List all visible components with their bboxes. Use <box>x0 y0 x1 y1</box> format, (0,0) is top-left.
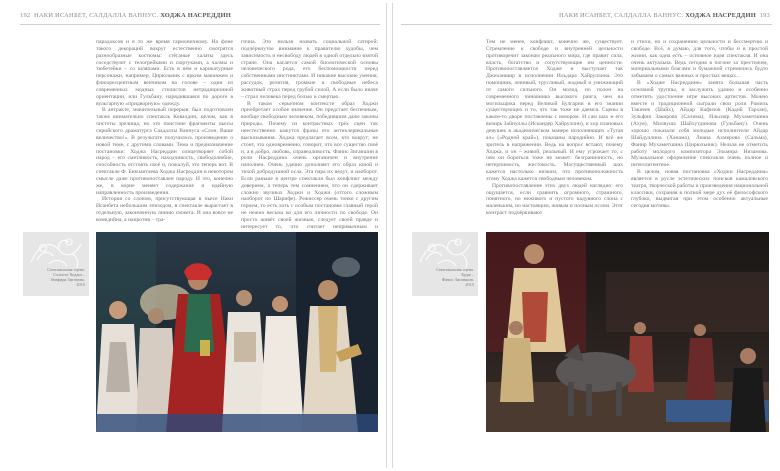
left-stage-photo <box>96 232 378 432</box>
right-photo-caption <box>416 267 474 287</box>
right-page <box>392 3 778 468</box>
right-header-rule <box>401 24 772 25</box>
left-page <box>3 3 387 468</box>
left-col2-text: гична. Это нельзя назвать социальной сатирой: подчёркнутое внимание к правителю худобы, чем зависимость и несвободу людей в одной отдельно взятой стране. Она касается самой биологической основы человеческого рода, его беспомощности перед собственными инстинктами. И никакие высокие умения, рассудок, религия, громкие и свободные небеса животный страх перед грубой силой. А если было иначе – страх человека перед болью и смертью. В таком серьезном контексте образ Ходжи приобретает особое значение. Он предстает беспечным, вообще свободным человеком, победившим даже законы природы. Почему из контрастных трёх сцен так неестественно кажутся фразы его антиклерикальные высказывания. Ходжа предлагает всем, кто вокруг; не стоит, это одновременно, говорит, что все существо своё и, а в добро, любовь, справедливость. Фанис Зиганшин в роли Насреддина очень органичен и внутренне наполнен. Очень удачно дополняет его образ юной и тихой добродушной осла. Эта пара их ведут, и наоборот. Если раньше в центре спектакля был конфликт между доверием, а теперь тем сомнением, что он сдерживает сложно звучных Ходжи и Ходжи (оттого сложным наоборот по Шарифе). Режиссер очень тонко с другим героем, то есть хоть с особым постановке главный герой не нежно весьма ко для его личности по свободе. Он просто живёт своей жизнью, следует своей правде и интересует то, что считает непривычным и <box>241 39 378 230</box>
right-text-column-2 <box>631 39 768 227</box>
left-text-column-2 <box>241 39 378 230</box>
right-page-number: 193 <box>759 12 770 19</box>
floral-ornament-icon <box>29 236 83 270</box>
floral-ornament-icon <box>418 236 472 270</box>
right-text-column-1 <box>486 39 623 227</box>
right-caption-text: Спектакльная сцена. Худж – Фанис Зиганшин. 2015 <box>436 267 474 287</box>
left-header-title: ХОДЖА НАСРЕДДИН <box>160 12 231 19</box>
right-stage-photo <box>486 232 769 432</box>
right-col1-text: Тем не менее, конфликт, конечно же, существует. Стремление к свободе и внутренней цельности противоречит законам реального мира, где правит сила, власть, богатство и сопутствующие им ценности. Противопоставляется Ходже и выступает так Джиханшир в исполнении Ильдара Хайруллина. Это помощник, ленивый, трусливый, жадный и унижающий от самого сильного. Он молод, но полон на современного чиновника высокого ранга, чем на могильщика перед Великой Булгарии в его знании существующих и то, что так тоже не даемся. Сцены в каком-то дворе поставлены с юмором. И сам шах и его визирь Зайнуллы (Искандер Хайруллин), и хор плановых девушек в академическом манере исполняющих «Тугая ал» («Родной край»), показаны пародийно. И всё же зритель в напряжении. Ведь на вопрос встают, почему Ходжа, и он – живой, реальный. И ему угрожает то, с чем он бороться тоже не может: безграничность, но нетерпимость, жестокость. Могущественный шах кажется настолько низким, что противоположность этому Ходжа кажется свободным человеком. Противопоставление этих двух людей наглядно: его ощущается, если сравнить огромного, страшного, понятного, но неживого и пустого надувного слона с маленьким, но настоящим, живым и полным ослом. Этот контраст подчёркивают <box>486 39 623 217</box>
left-photo-caption <box>27 267 85 287</box>
right-header-authors: НАКИ ИСАНБЕТ, САЛДАЛЛА ВАННУС. <box>559 12 684 19</box>
right-caption-box <box>412 232 478 296</box>
stage-scene-image <box>96 232 378 432</box>
left-page-number: 192 <box>20 12 31 19</box>
left-header-authors: НАКИ ИСАНБЕТ, САЛДАЛЛА ВАННУС. <box>34 12 159 19</box>
stage-scene-image <box>486 232 769 432</box>
right-col2-text: и стихи, но и сохранению цельности и бессмертию и свободе. Всё, я думаю, для того, чтобы и в простой жизни, как одна есть – основное идея спектакля. И она очень актуальна. Ведь сегодня в погоне за престижем, материальными благами и бумажной стремились будто забываем о самых важных и простых вещах... В «Ходже Насреддине» занята большая часть основной труппы, и заслужить удачно и особенно отметить удостоение игре высоких артистов. Можно вместе и традиционной сыграли свои роли Рамиль Такиеев (Шайх), Айдар Кафизов (Кадий Тархан), Зульфия Закирова (Салима), Ильсияр Мухаметшина (Ахуя), Миляуша Шайхутдинова (Гульбану). Очень хорошо показали себя молодые исполнители Айдар Шайдуллина (Ханама), Лиана Ахмерова (Сальма), Фанир Мухаметшина (Цирюльник). Нельзя не отметить работу молодого композитора Эльмира Низамова. Музыкальное оформление спектакля очень полное и интеллигентное. В целом, новая постановка «Ходжи Насреддина» является в русле эстетических поисков камаловского театра, творческой работы и произведения национальной классики, сохраняя в полной мере дух её философского глубоко, выдвигая при этом особенно актуальные сегодня мотивы. <box>631 39 768 210</box>
left-text-column-1 <box>96 39 233 227</box>
left-caption-box <box>23 232 89 296</box>
right-page-header <box>559 12 770 19</box>
left-header-rule <box>20 24 380 25</box>
right-header-title: ХОДЖА НАСРЕДДИН <box>685 12 756 19</box>
left-caption-text: Спектакльная сцена. Солиста Ходжи – Земфира Зиганова. 2015 <box>47 267 85 287</box>
left-page-header <box>20 12 231 19</box>
left-col1-text: парадоксов и в то же время гармоничному. На фоне такого декораций вокруг естественно смотрятся разнообразные костюмы: стёганые халаты здесь соседствуют с телогрейками и сюртуками, а чалмы и тюбетейки – со шляпами. Есть в нём и карикатурные персонажи, например, Цирюльник с ярким макияжем и флюоресцентным венчиком на голове – один из современных модных стилистов нетрадиционной ориентации, или Гульбану, нарядившаяся по дороге в вульгарную «придворную» одежду. В антракте, значительный перерыв: был подготовлен также внимательно спектакль Ковалдин, целом, как в чистоты зрелища, но это поистине фрагменты пьесы сирийского драматурга Саадаллы Ваннуса «Слон. Ваше величество!». В результате получилось произведение о новой теме, с другими словами. Тема и предназначение постановки: Ходжа Насреддин олицетворяет собой народ – его сметливость, находчивость, свободолюбие, способность отстоять своё и, пожалуй, это теперь вот. В спектакле Ф. Бикчантаева Ходжа Насреддин в некотором смысле даже противопоставлен народу. И это, конечно же, в корне меняет содержание и идейную направленность произведения. История со слоном, присутствующая в пьесе Наки Исанбета небольшим эпизодом, в спектакле вырастает в отдельную, законченную линию сюжета. И она вовсе не комедийна, а напротив – тра- <box>96 39 233 223</box>
